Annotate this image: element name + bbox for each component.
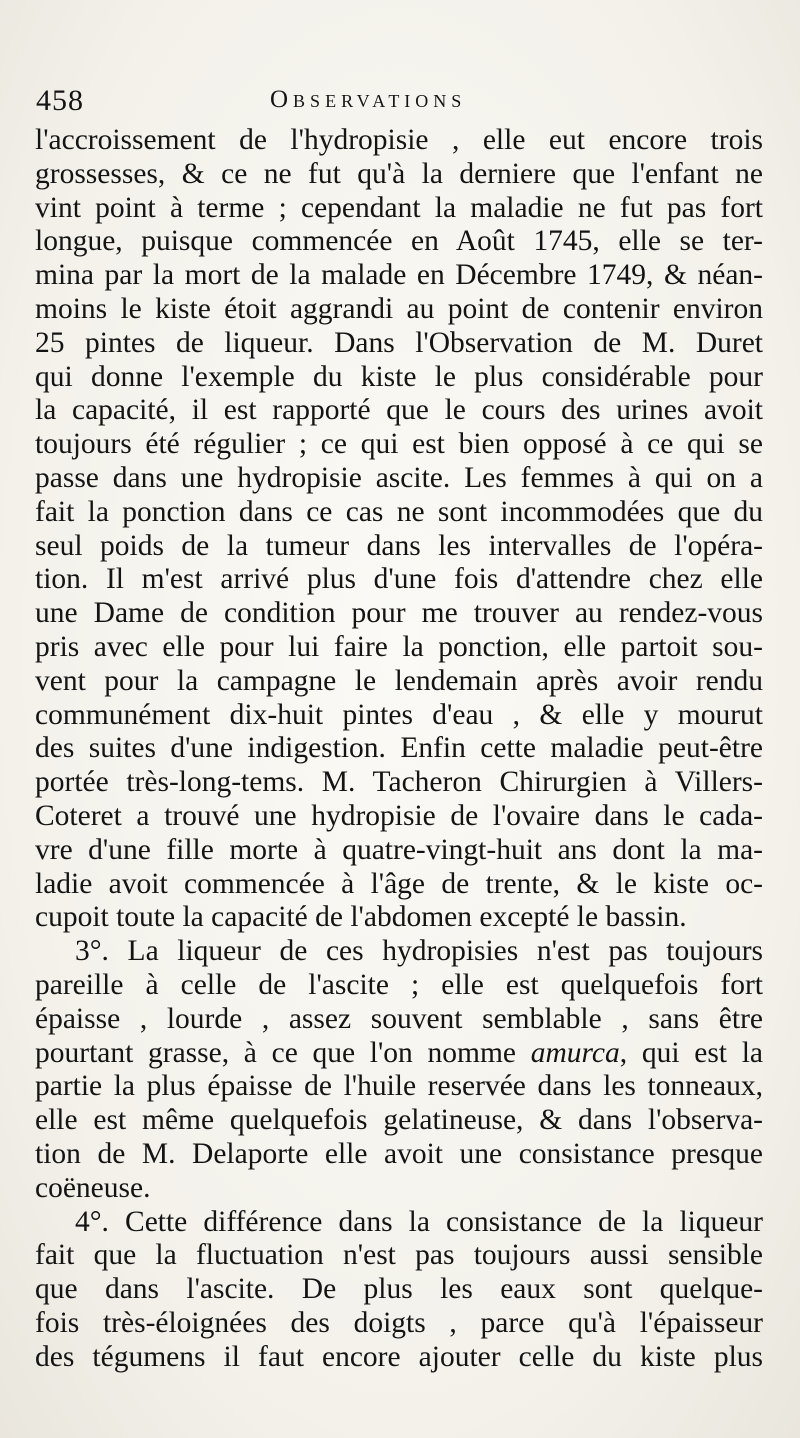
running-title: Observations <box>270 86 467 113</box>
text-line: fait que la fluctuation n'est pas toujours aussi sensible <box>35 1239 763 1272</box>
text-line: passe dans une hydropisie ascite. Les femmes à qui on a <box>35 461 763 494</box>
text-line: portée très-long-tems. M. Tacheron Chirurgien à Villers- <box>35 766 763 799</box>
text-line: tion de M. Delaporte elle avoit une consistance presque <box>35 1137 763 1170</box>
running-head <box>36 84 766 128</box>
text-line: moins le kiste étoit aggrandi au point de contenir environ <box>35 292 763 325</box>
text-line: ladie avoit commencée à l'âge de trente, & le kiste oc- <box>35 867 763 900</box>
text-line: épaisse , lourde , assez souvent semblable , sans être <box>35 1002 763 1035</box>
text-line: communément dix-huit pintes d'eau , & elle y mourut <box>35 698 763 731</box>
text-line: des suites d'une indigestion. Enfin cette maladie peut-être <box>35 732 763 765</box>
text-line: 25 pintes de liqueur. Dans l'Observation de M. Duret <box>35 326 763 359</box>
text-line: vint point à terme ; cependant la maladie ne fut pas fort <box>35 191 763 224</box>
text-line: une Dame de condition pour me trouver au rendez-vous <box>35 597 763 630</box>
paragraph-start-line: 3°. La liqueur de ces hydropisies n'est pas toujours <box>75 935 763 968</box>
text-line: des tégumens il faut encore ajouter celle du kiste plus <box>35 1340 763 1373</box>
text-line: grossesses, & ce ne fut qu'à la derniere que l'enfant ne <box>35 157 763 190</box>
text-line: la capacité, il est rapporté que le cours des urines avoit <box>35 394 763 427</box>
text-line: l'accroissement de l'hydropisie , elle eut encore trois <box>35 124 763 156</box>
text-line: tion. Il m'est arrivé plus d'une fois d'attendre chez elle <box>35 563 763 596</box>
text-line: pareille à celle de l'ascite ; elle est quelquefois fort <box>35 968 763 1001</box>
page-number: 458 <box>36 84 84 117</box>
text-fragment: , qui est la <box>619 1036 763 1069</box>
body-text <box>35 124 763 1374</box>
text-line: que dans l'ascite. De plus les eaux sont quelque- <box>35 1273 763 1306</box>
text-fragment: pourtant grasse, à ce que l'on nomme <box>35 1036 516 1069</box>
text-line: fait la ponction dans ce cas ne sont incommodées que du <box>35 495 763 528</box>
text-line: elle est même quelquefois gelatineuse, & dans l'observa- <box>35 1104 763 1137</box>
italic-term: amurca <box>530 1036 620 1069</box>
paragraph-start-line: 4°. Cette différence dans la consistance de la liqueur <box>75 1205 763 1238</box>
text-line: qui donne l'exemple du kiste le plus considérable pour <box>35 360 763 393</box>
text-line: toujours été régulier ; ce qui est bien opposé à ce qui se <box>35 428 763 461</box>
text-line: vre d'une fille morte à quatre-vingt-huit ans dont la ma- <box>35 833 763 866</box>
text-line: seul poids de la tumeur dans les intervalles de l'opéra- <box>35 529 763 562</box>
text-line: pris avec elle pour lui faire la ponction, elle partoit sou- <box>35 630 763 663</box>
text-line: mina par la mort de la malade en Décembre 1749, & néan- <box>35 259 763 292</box>
text-line: coëneuse. <box>35 1171 151 1204</box>
text-line: Coteret a trouvé une hydropisie de l'ovaire dans le cada- <box>35 799 763 832</box>
text-line: partie la plus épaisse de l'huile reservée dans les tonneaux, <box>35 1070 763 1103</box>
text-line: fois très-éloignées des doigts , parce qu'à l'épaisseur <box>35 1306 763 1339</box>
text-line: longue, puisque commencée en Août 1745, elle se ter- <box>35 225 763 258</box>
text-line: cupoit toute la capacité de l'abdomen excepté le bassin. <box>35 901 687 934</box>
text-line-with-italic <box>35 1037 763 1071</box>
text-line: vent pour la campagne le lendemain après avoir rendu <box>35 664 763 697</box>
